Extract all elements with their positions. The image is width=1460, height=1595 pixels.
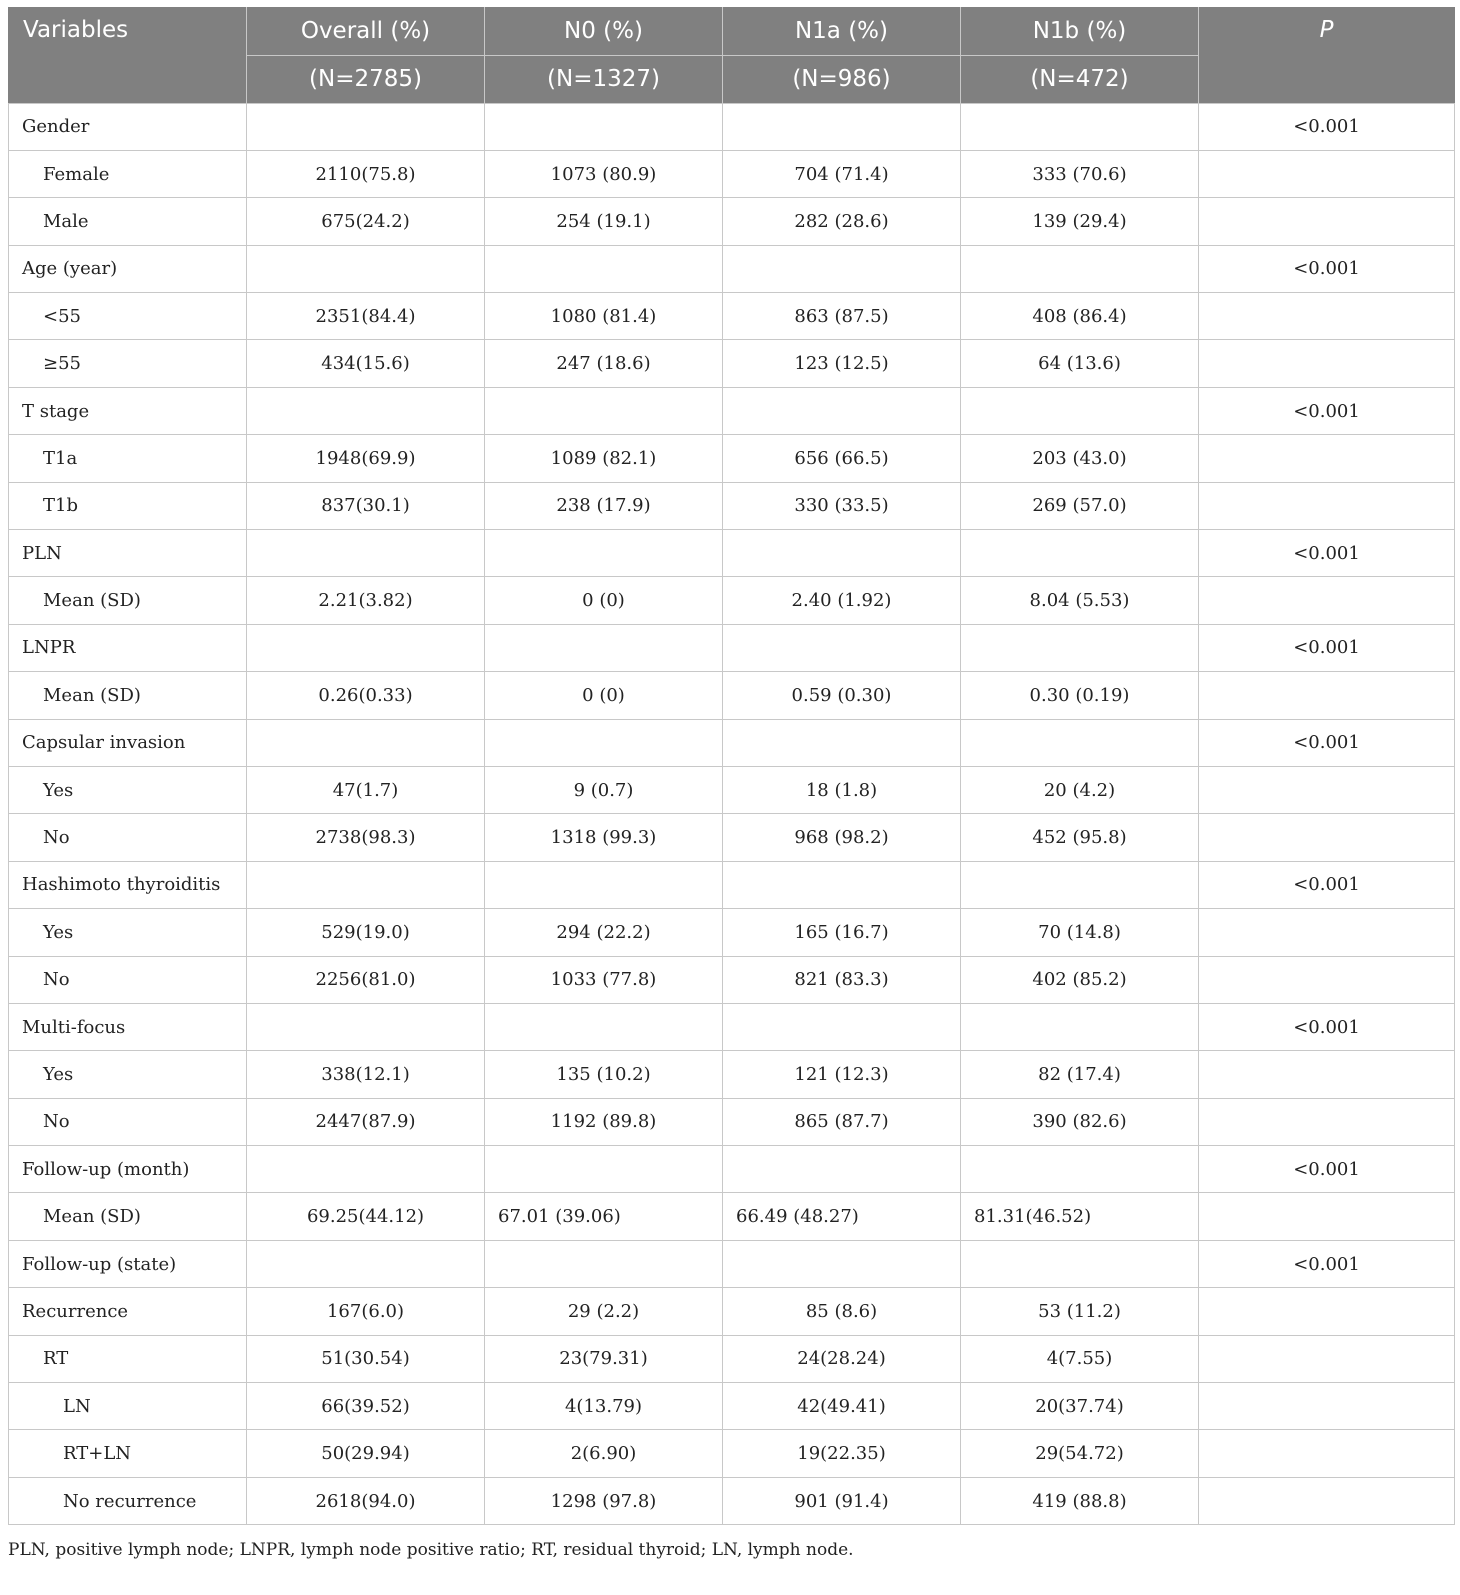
- cell-overall: 2351(84.4): [247, 293, 485, 340]
- cell-n1a: [723, 1240, 961, 1287]
- cell-p-value: [1199, 293, 1455, 340]
- cell-n0: 29 (2.2): [485, 1288, 723, 1335]
- table-row: [9, 624, 1455, 671]
- cell-n1a: [723, 1146, 961, 1193]
- cell-n1a: 66.49 (48.27): [723, 1193, 961, 1240]
- table-row: [9, 1288, 1455, 1335]
- cell-p-value: <0.001: [1199, 103, 1455, 150]
- row-label: RT: [9, 1335, 247, 1382]
- cell-n0: 294 (22.2): [485, 909, 723, 956]
- cell-n1b: 0.30 (0.19): [961, 672, 1199, 719]
- table-row: [9, 340, 1455, 387]
- cell-n0: 0 (0): [485, 672, 723, 719]
- cell-n1a: 704 (71.4): [723, 150, 961, 197]
- row-label: Recurrence: [9, 1288, 247, 1335]
- table-row: [9, 482, 1455, 529]
- row-label: PLN: [9, 530, 247, 577]
- cell-n1a: [723, 719, 961, 766]
- cell-n0: 135 (10.2): [485, 1051, 723, 1098]
- table-row: [9, 435, 1455, 482]
- cell-n1a: 19(22.35): [723, 1430, 961, 1477]
- header-n1b: N1b (%): [961, 7, 1199, 55]
- cell-n0: 1318 (99.3): [485, 814, 723, 861]
- cell-overall: 675(24.2): [247, 198, 485, 245]
- cell-n1a: 123 (12.5): [723, 340, 961, 387]
- cell-overall: [247, 387, 485, 434]
- row-label: Hashimoto thyroiditis: [9, 861, 247, 908]
- cell-p-value: [1199, 150, 1455, 197]
- cell-n1b: [961, 624, 1199, 671]
- row-label: ≥55: [9, 340, 247, 387]
- cell-overall: 167(6.0): [247, 1288, 485, 1335]
- cell-n1b: 139 (29.4): [961, 198, 1199, 245]
- cell-n1b: 64 (13.6): [961, 340, 1199, 387]
- cell-overall: 434(15.6): [247, 340, 485, 387]
- cell-n1b: [961, 387, 1199, 434]
- cell-n0: 1298 (97.8): [485, 1477, 723, 1524]
- cell-n1b: 390 (82.6): [961, 1098, 1199, 1145]
- cell-n0: [485, 387, 723, 434]
- cell-p-value: <0.001: [1199, 1240, 1455, 1287]
- cell-overall: 2447(87.9): [247, 1098, 485, 1145]
- cell-n1b: 419 (88.8): [961, 1477, 1199, 1524]
- cell-n1b: 29(54.72): [961, 1430, 1199, 1477]
- cell-n0: 0 (0): [485, 577, 723, 624]
- row-label: T stage: [9, 387, 247, 434]
- table-row: [9, 1335, 1455, 1382]
- table-row: [9, 245, 1455, 292]
- table-footnote: PLN, positive lymph node; LNPR, lymph node positive ratio; RT, residual thyroid; LN, lymph node.: [8, 1540, 854, 1560]
- cell-p-value: [1199, 956, 1455, 1003]
- cell-overall: 0.26(0.33): [247, 672, 485, 719]
- row-label: Gender: [9, 103, 247, 150]
- cell-n1b: [961, 103, 1199, 150]
- row-label: T1a: [9, 435, 247, 482]
- table-row: [9, 672, 1455, 719]
- cell-n0: [485, 103, 723, 150]
- cell-n0: 1192 (89.8): [485, 1098, 723, 1145]
- cell-p-value: [1199, 1430, 1455, 1477]
- cell-p-value: [1199, 909, 1455, 956]
- cell-n1a: [723, 530, 961, 577]
- cell-n0: [485, 530, 723, 577]
- row-label: Follow-up (state): [9, 1240, 247, 1287]
- row-label: Follow-up (month): [9, 1146, 247, 1193]
- cell-p-value: [1199, 1477, 1455, 1524]
- cell-n0: 247 (18.6): [485, 340, 723, 387]
- cell-n1b: 452 (95.8): [961, 814, 1199, 861]
- row-label: Mean (SD): [9, 1193, 247, 1240]
- table-body: [9, 103, 1455, 1525]
- cell-n1b: 408 (86.4): [961, 293, 1199, 340]
- cell-n0: 67.01 (39.06): [485, 1193, 723, 1240]
- row-label: Age (year): [9, 245, 247, 292]
- row-label: T1b: [9, 482, 247, 529]
- cell-overall: 69.25(44.12): [247, 1193, 485, 1240]
- cell-n1b: 8.04 (5.53): [961, 577, 1199, 624]
- row-label: Mean (SD): [9, 577, 247, 624]
- cell-n0: 1089 (82.1): [485, 435, 723, 482]
- cell-n0: 1033 (77.8): [485, 956, 723, 1003]
- cell-n1b: [961, 1003, 1199, 1050]
- cell-p-value: <0.001: [1199, 719, 1455, 766]
- cell-n1a: 18 (1.8): [723, 766, 961, 813]
- cell-n1a: 821 (83.3): [723, 956, 961, 1003]
- cell-overall: 51(30.54): [247, 1335, 485, 1382]
- cell-n0: 9 (0.7): [485, 766, 723, 813]
- row-label: Yes: [9, 909, 247, 956]
- cell-n0: 238 (17.9): [485, 482, 723, 529]
- table-row: [9, 909, 1455, 956]
- header-n1b-n: (N=472): [961, 55, 1199, 103]
- baseline-characteristics-table: [8, 7, 1455, 1525]
- cell-p-value: [1199, 340, 1455, 387]
- header-row-labels: [9, 7, 1455, 55]
- cell-n1b: 20 (4.2): [961, 766, 1199, 813]
- cell-p-value: [1199, 1288, 1455, 1335]
- cell-overall: [247, 719, 485, 766]
- table-row: [9, 814, 1455, 861]
- cell-n1a: 24(28.24): [723, 1335, 961, 1382]
- cell-n0: 23(79.31): [485, 1335, 723, 1382]
- cell-n1b: [961, 1146, 1199, 1193]
- cell-n0: [485, 1003, 723, 1050]
- cell-p-value: [1199, 198, 1455, 245]
- row-label: RT+LN: [9, 1430, 247, 1477]
- cell-overall: 837(30.1): [247, 482, 485, 529]
- header-overall-n: (N=2785): [247, 55, 485, 103]
- table-row: [9, 1051, 1455, 1098]
- row-label: No: [9, 814, 247, 861]
- row-label: Mean (SD): [9, 672, 247, 719]
- cell-overall: [247, 1003, 485, 1050]
- cell-n1a: [723, 103, 961, 150]
- row-label: Male: [9, 198, 247, 245]
- cell-overall: 2.21(3.82): [247, 577, 485, 624]
- cell-n1a: [723, 387, 961, 434]
- cell-p-value: [1199, 1193, 1455, 1240]
- cell-n1b: 269 (57.0): [961, 482, 1199, 529]
- table-row: [9, 103, 1455, 150]
- row-label: No recurrence: [9, 1477, 247, 1524]
- header-n0-n: (N=1327): [485, 55, 723, 103]
- table-header: [9, 7, 1455, 103]
- table-row: [9, 766, 1455, 813]
- cell-n1b: [961, 530, 1199, 577]
- cell-overall: 2110(75.8): [247, 150, 485, 197]
- cell-n1a: 968 (98.2): [723, 814, 961, 861]
- cell-n1a: [723, 1003, 961, 1050]
- table-row: [9, 719, 1455, 766]
- row-label: No: [9, 1098, 247, 1145]
- cell-overall: 2738(98.3): [247, 814, 485, 861]
- table-row: [9, 1383, 1455, 1430]
- cell-n1b: 402 (85.2): [961, 956, 1199, 1003]
- cell-n1b: [961, 719, 1199, 766]
- cell-overall: 66(39.52): [247, 1383, 485, 1430]
- cell-overall: 2618(94.0): [247, 1477, 485, 1524]
- cell-n1a: 282 (28.6): [723, 198, 961, 245]
- cell-n0: [485, 861, 723, 908]
- cell-n1a: 85 (8.6): [723, 1288, 961, 1335]
- table-row: [9, 1430, 1455, 1477]
- header-variables: Variables: [9, 7, 247, 103]
- cell-n1b: 4(7.55): [961, 1335, 1199, 1382]
- table-row: [9, 1240, 1455, 1287]
- cell-p-value: <0.001: [1199, 530, 1455, 577]
- cell-n1a: 165 (16.7): [723, 909, 961, 956]
- cell-overall: 47(1.7): [247, 766, 485, 813]
- cell-n1a: 656 (66.5): [723, 435, 961, 482]
- header-n1a-n: (N=986): [723, 55, 961, 103]
- cell-overall: [247, 1240, 485, 1287]
- row-label: LN: [9, 1383, 247, 1430]
- cell-overall: 529(19.0): [247, 909, 485, 956]
- table-row: [9, 577, 1455, 624]
- cell-p-value: <0.001: [1199, 861, 1455, 908]
- table-row: [9, 1193, 1455, 1240]
- cell-n0: [485, 719, 723, 766]
- cell-p-value: [1199, 766, 1455, 813]
- cell-overall: 50(29.94): [247, 1430, 485, 1477]
- cell-p-value: [1199, 814, 1455, 861]
- cell-n1a: [723, 861, 961, 908]
- table-row: [9, 387, 1455, 434]
- table-row: [9, 956, 1455, 1003]
- cell-overall: [247, 624, 485, 671]
- table-row: [9, 1098, 1455, 1145]
- cell-overall: 338(12.1): [247, 1051, 485, 1098]
- cell-n1b: 53 (11.2): [961, 1288, 1199, 1335]
- cell-p-value: [1199, 577, 1455, 624]
- header-n0: N0 (%): [485, 7, 723, 55]
- table-row: [9, 293, 1455, 340]
- cell-p-value: <0.001: [1199, 1146, 1455, 1193]
- cell-n0: [485, 245, 723, 292]
- row-label: No: [9, 956, 247, 1003]
- table-row: [9, 1146, 1455, 1193]
- cell-n1b: 333 (70.6): [961, 150, 1199, 197]
- cell-n1a: [723, 245, 961, 292]
- table-row: [9, 198, 1455, 245]
- cell-n1a: 0.59 (0.30): [723, 672, 961, 719]
- cell-n1b: 82 (17.4): [961, 1051, 1199, 1098]
- table-container: [8, 7, 1454, 1525]
- cell-n0: 4(13.79): [485, 1383, 723, 1430]
- cell-n1b: [961, 861, 1199, 908]
- row-label: Female: [9, 150, 247, 197]
- cell-p-value: [1199, 1051, 1455, 1098]
- row-label: Multi-focus: [9, 1003, 247, 1050]
- cell-n1a: 863 (87.5): [723, 293, 961, 340]
- cell-n1a: 2.40 (1.92): [723, 577, 961, 624]
- cell-overall: [247, 103, 485, 150]
- cell-p-value: <0.001: [1199, 1003, 1455, 1050]
- cell-p-value: [1199, 1383, 1455, 1430]
- cell-n1b: 81.31(46.52): [961, 1193, 1199, 1240]
- cell-n1a: 901 (91.4): [723, 1477, 961, 1524]
- cell-p-value: <0.001: [1199, 387, 1455, 434]
- cell-overall: 1948(69.9): [247, 435, 485, 482]
- cell-p-value: <0.001: [1199, 624, 1455, 671]
- table-row: [9, 1003, 1455, 1050]
- cell-n1b: 203 (43.0): [961, 435, 1199, 482]
- cell-n1a: 42(49.41): [723, 1383, 961, 1430]
- cell-n1b: [961, 245, 1199, 292]
- row-label: <55: [9, 293, 247, 340]
- row-label: Capsular invasion: [9, 719, 247, 766]
- row-label: Yes: [9, 1051, 247, 1098]
- cell-p-value: <0.001: [1199, 245, 1455, 292]
- cell-n0: [485, 1146, 723, 1193]
- cell-n1b: 20(37.74): [961, 1383, 1199, 1430]
- header-n1a: N1a (%): [723, 7, 961, 55]
- cell-n1a: [723, 624, 961, 671]
- table-row: [9, 1477, 1455, 1524]
- cell-overall: [247, 245, 485, 292]
- table-row: [9, 150, 1455, 197]
- cell-n0: 1073 (80.9): [485, 150, 723, 197]
- cell-n0: 1080 (81.4): [485, 293, 723, 340]
- row-label: LNPR: [9, 624, 247, 671]
- cell-overall: [247, 861, 485, 908]
- cell-n0: 254 (19.1): [485, 198, 723, 245]
- cell-n1a: 121 (12.3): [723, 1051, 961, 1098]
- cell-overall: [247, 1146, 485, 1193]
- header-p-value: P: [1199, 7, 1455, 103]
- cell-p-value: [1199, 482, 1455, 529]
- cell-n0: 2(6.90): [485, 1430, 723, 1477]
- cell-n1b: [961, 1240, 1199, 1287]
- table-row: [9, 530, 1455, 577]
- table-row: [9, 861, 1455, 908]
- cell-n0: [485, 624, 723, 671]
- cell-n1a: 330 (33.5): [723, 482, 961, 529]
- row-label: Yes: [9, 766, 247, 813]
- cell-overall: [247, 530, 485, 577]
- cell-n1a: 865 (87.7): [723, 1098, 961, 1145]
- cell-n0: [485, 1240, 723, 1287]
- cell-overall: 2256(81.0): [247, 956, 485, 1003]
- cell-p-value: [1199, 1335, 1455, 1382]
- cell-p-value: [1199, 672, 1455, 719]
- cell-p-value: [1199, 435, 1455, 482]
- cell-p-value: [1199, 1098, 1455, 1145]
- cell-n1b: 70 (14.8): [961, 909, 1199, 956]
- header-overall: Overall (%): [247, 7, 485, 55]
